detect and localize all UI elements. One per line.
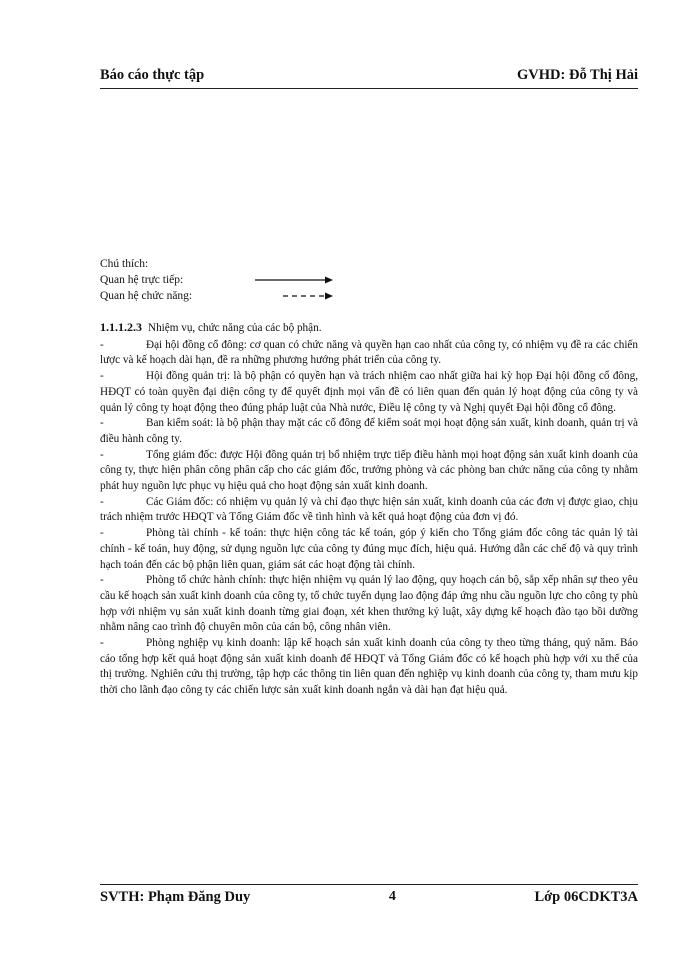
solid-arrow-icon — [255, 275, 333, 285]
page-number: 4 — [388, 889, 396, 904]
paragraph-tong-giam-doc: - Tổng giám đốc: được Hội đồng quản trị bổ nhiệm trực tiếp điều hành mọi hoạt động sản xuất kinh doanh của công ty, thực hiện phân công phân cấp cho các giám đốc, trưởng phòng và các phòng ban chức năng của công ty nhằm phát huy nguồn lực phục vụ hiệu quả cho hoạt động sản xuất kinh doanh. — [100, 448, 638, 493]
paragraph-phong-tai-chinh-ke-toan: - Phòng tài chính - kế toán: thực hiện công tác kế toán, góp ý kiến cho Tổng giám đốc công tác quản lý tài chính - kế toán, huy động, sử dụng nguồn lực của công ty đúng mục đích, hiệu quả. Hướng dẫn các chế độ và quy trình hạch toán đến các bộ phận liên quan, giám sát các hoạt động tài chính. — [100, 527, 638, 571]
page-header — [100, 58, 638, 89]
supervisor-name: GVHD: Đỗ Thị Hải — [517, 67, 638, 83]
paragraph-ban-kiem-soat: - Ban kiểm soát: là bộ phận thay mặt các cổ đông để kiểm soát mọi hoạt động sản xuất, kinh doanh, quản trị và điều hành công ty. — [100, 417, 638, 445]
class-code: Lớp 06CDKT3A — [534, 889, 638, 905]
legend-item-functional — [100, 288, 333, 304]
paragraph-phong-nghiep-vu-kinh-doanh: - Phòng nghiệp vụ kinh doanh: lập kế hoạch sản xuất kinh doanh của công ty theo từng tháng, quý năm. Báo cáo tổng hợp kết quả hoạt động sản xuất kinh doanh để HĐQT và Tổng Giám đốc có kế hoạch phù hợp với xu thế của thị trường. Nghiên cứu thị trường, tập hợp các thông tin liên quan đến nghiệp vụ kinh doanh của công ty, tham mưu kịp thời cho lãnh đạo công ty các chiến lược sản xuất kinh doanh ngắn và dài hạn đạt hiệu quả. — [100, 637, 638, 697]
paragraph-phong-to-chuc-hanh-chinh: - Phòng tổ chức hành chính: thực hiện nhiệm vụ quản lý lao động, quy hoạch cán bộ, sắp xếp nhân sự theo yêu cầu kế hoạch sản xuất kinh doanh của công ty, tổ chức tuyển dụng lao động đáp ứng nhu cầu nguồn lực cho công ty phù hợp với nhiệm vụ sản xuất kinh doanh từng giai đoạn, xét khen thưởng kỷ luật, xây dựng kế hoạch đào tạo bồi dưỡng nhằm nâng cao trình độ chuyên môn của cán bộ, công nhân viên. — [100, 574, 638, 634]
section-number: 1.1.1.2.3 — [100, 320, 142, 334]
legend-item-direct — [100, 272, 333, 288]
legend-label-functional: Quan hệ chức năng: — [100, 290, 193, 302]
dashed-arrow-icon — [255, 291, 333, 301]
student-name: SVTH: Phạm Đăng Duy — [100, 889, 251, 905]
paragraph-hoi-dong-quan-tri: - Hội đồng quản trị: là bộ phận có quyền hạn và trách nhiệm cao nhất giữa hai kỳ họp Đại hội đồng cổ đông, HĐQT có toàn quyền đại diện công ty để quyết định mọi vấn đề có liên quan đến quản lý hoạt động của công ty và quản lý công ty hoạt động theo đúng pháp luật của Nhà nước, Điều lệ công ty và Nghị quyết Đại hội đồng cổ đông. — [100, 370, 638, 414]
legend-title: Chú thích: — [100, 258, 149, 270]
page-footer — [100, 884, 638, 915]
section-title: Nhiệm vụ, chức năng của các bộ phận. — [148, 322, 322, 334]
document-body — [100, 320, 638, 699]
legend — [100, 256, 333, 304]
section-heading — [100, 320, 638, 337]
legend-label-direct: Quan hệ trực tiếp: — [100, 274, 184, 286]
report-title: Báo cáo thực tập — [100, 67, 205, 83]
paragraph-cac-giam-doc: - Các Giám đốc: có nhiệm vụ quản lý và chỉ đạo thực hiện sản xuất, kinh doanh của các đơn vị được giao, chịu trách nhiệm trước HĐQT và Tổng Giám đốc về tình hình và kết quả hoạt động của đơn vị đó. — [100, 495, 638, 524]
paragraph-dai-hoi-dong-co-dong: - Đại hội đồng cổ đông: cơ quan có chức năng và quyền hạn cao nhất của công ty, có nhiệm vụ đề ra các chiến lược và kế hoạch dài hạn, đề ra những phương hướng phát triển của công ty. — [100, 338, 638, 367]
